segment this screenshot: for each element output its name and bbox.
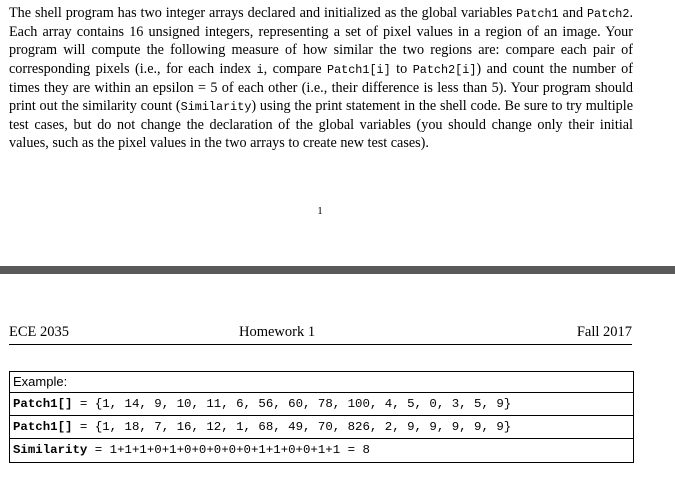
paragraph-text: ) and count the number of times they are within an epsilon = 5 of each other (i.e., their difference is less than 5). Your program should print out the similarity count ( bbox=[9, 60, 633, 115]
header-term: Fall 2017 bbox=[576, 324, 632, 340]
inline-code: Patch2 bbox=[586, 7, 630, 21]
example-row-value: 1+1+1+0+1+0+0+0+0+0+1+1+0+0+1+1 = 8 bbox=[109, 443, 370, 457]
header-course: ECE 2035 bbox=[9, 324, 70, 340]
header-assignment: Homework 1 bbox=[239, 324, 316, 340]
page-separator bbox=[0, 266, 675, 274]
example-row-label: Patch1[] bbox=[13, 420, 73, 434]
inline-code: i bbox=[256, 62, 264, 77]
example-box bbox=[9, 371, 634, 463]
example-row bbox=[10, 439, 633, 462]
page-number: 1 bbox=[317, 205, 323, 217]
inline-code: Patch1 bbox=[516, 7, 559, 21]
example-row-label: Similarity bbox=[13, 443, 88, 457]
example-row-value: {1, 18, 7, 16, 12, 1, 68, 49, 70, 826, 2, 9, 9, 9, 9, 9} bbox=[94, 420, 512, 434]
example-row-label: Patch1[] bbox=[13, 397, 73, 411]
document-page-2 bbox=[0, 274, 675, 486]
paragraph-text: . Each array contains 16 unsigned integers, representing a set of pixel values in a region of an image. Your program will compute the following measure of how similar the two regions are: compare each pair of corresponding pixels (i.e., for each index bbox=[9, 5, 633, 77]
example-row-equals: = bbox=[72, 397, 95, 411]
example-row-equals: = bbox=[87, 443, 110, 457]
example-row bbox=[10, 416, 633, 439]
paragraph-text: to bbox=[390, 60, 413, 77]
paragraph-text: ) using the print statement in the shell code. Be sure to try multiple test cases, but do not change the declaration of the global variables (you should change only their initial values, such as the pixel values in the two arrays to create new test cases). bbox=[9, 98, 634, 152]
paragraph-text: The shell program has two integer arrays declared and initialized as the global variables bbox=[9, 5, 517, 21]
inline-code: Patch2[i] bbox=[412, 62, 477, 77]
paragraph-text: and bbox=[558, 5, 587, 21]
inline-code: Similarity bbox=[180, 100, 252, 115]
example-row-value: {1, 14, 9, 10, 11, 6, 56, 60, 78, 100, 4, 5, 0, 3, 5, 9} bbox=[94, 397, 512, 411]
page-header bbox=[9, 324, 632, 345]
inline-code: Patch1[i] bbox=[326, 62, 391, 77]
example-title: Example: bbox=[10, 372, 633, 393]
example-row bbox=[10, 393, 633, 416]
example-row-equals: = bbox=[72, 420, 95, 434]
paragraph-text: , compare bbox=[263, 60, 327, 77]
assignment-description bbox=[9, 4, 633, 153]
